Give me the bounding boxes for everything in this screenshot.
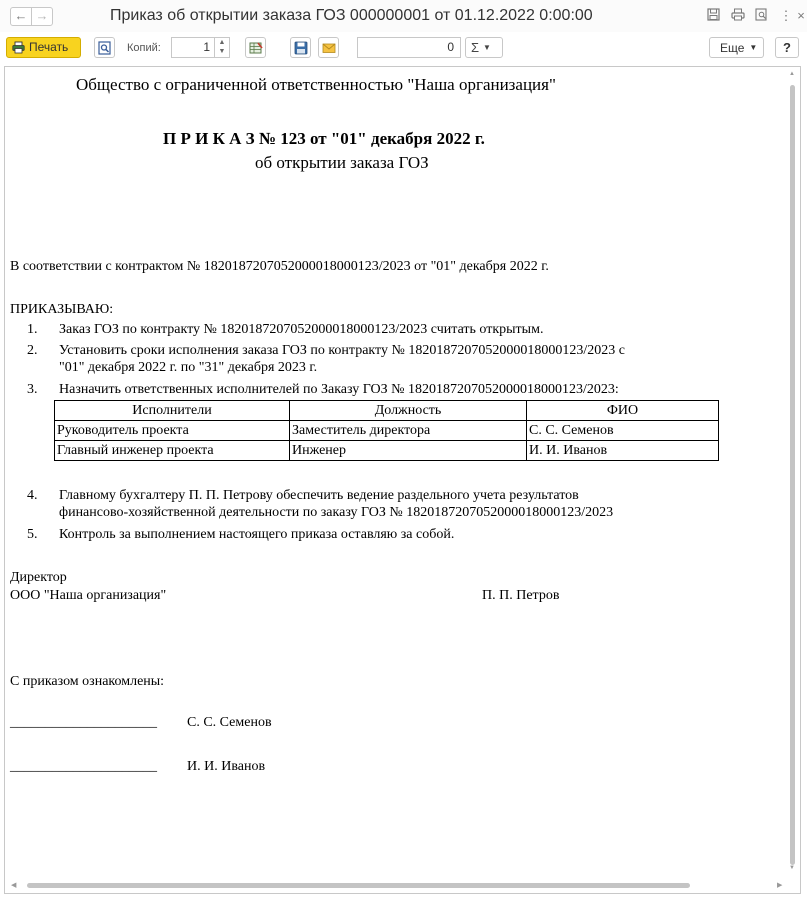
vertical-scroll-thumb[interactable] xyxy=(790,85,795,865)
close-icon: × xyxy=(797,8,805,23)
item-number: 4. xyxy=(27,488,38,503)
window-title: Приказ об открытии заказа ГОЗ 000000001 от 01.12.2022 0:00:00 xyxy=(110,7,593,24)
scroll-up-icon[interactable]: ▲ xyxy=(789,71,795,77)
item-text: Назначить ответственных исполнителей по Заказу ГОЗ № 1820187207052000018000123/2023: xyxy=(59,382,619,397)
back-arrow-icon: ← xyxy=(14,8,28,23)
preview-window-button[interactable] xyxy=(755,8,771,24)
scroll-down-icon[interactable]: ▼ xyxy=(789,865,795,871)
table-cell: С. С. Семенов xyxy=(527,421,719,441)
print-button-label: Печать xyxy=(29,40,69,54)
more-button[interactable] xyxy=(709,37,764,58)
save-window-button[interactable] xyxy=(707,8,723,24)
table-row xyxy=(55,441,719,461)
acquainted-label: С приказом ознакомлены: xyxy=(10,674,165,689)
kebab-icon: ⋮ xyxy=(779,8,793,23)
order-title: П Р И К А З № 123 от "01" декабря 2022 г. xyxy=(163,129,485,148)
column-header: Должность xyxy=(290,401,527,421)
scroll-left-icon[interactable]: ◀ xyxy=(11,882,17,889)
preview-button[interactable] xyxy=(94,37,115,58)
edit-mode-button[interactable] xyxy=(245,37,266,58)
item-text: Главному бухгалтеру П. П. Петрову обеспечить ведение раздельного учета результатов xyxy=(59,488,579,503)
more-menu-button[interactable] xyxy=(778,8,794,24)
table-cell: Заместитель директора xyxy=(290,421,527,441)
table-cell: Инженер xyxy=(290,441,527,461)
order-word: ПРИКАЗЫВАЮ: xyxy=(10,302,114,317)
scroll-right-icon[interactable]: ▶ xyxy=(777,882,783,889)
column-header: ФИО xyxy=(527,401,719,421)
table-cell: Главный инженер проекта xyxy=(55,441,290,461)
print-button[interactable] xyxy=(6,37,81,58)
item-number: 1. xyxy=(27,322,38,337)
table-cell: Руководитель проекта xyxy=(55,421,290,441)
acquainted-name: И. И. Иванов xyxy=(187,759,266,774)
toolbar xyxy=(0,32,807,62)
item-text: "01" декабря 2022 г. по "31" декабря 2023 г. xyxy=(59,360,318,375)
floppy-icon xyxy=(294,41,308,55)
save-button[interactable] xyxy=(290,37,311,58)
copies-label: Копий: xyxy=(127,42,161,54)
chevron-down-icon: ▼ xyxy=(483,43,491,52)
item-number: 5. xyxy=(27,527,38,542)
title-bar xyxy=(0,0,807,32)
forward-button[interactable] xyxy=(31,7,53,26)
close-button[interactable] xyxy=(793,8,807,24)
signature-line: _____________________ xyxy=(10,759,157,774)
item-text: Заказ ГОЗ по контракту № 1820187207052000018000123/2023 считать открытым. xyxy=(59,322,544,337)
more-button-label: Еще xyxy=(720,41,745,55)
table-cell: И. И. Иванов xyxy=(527,441,719,461)
organization-name: Общество с ограниченной ответственностью "Наша организация" xyxy=(76,75,556,94)
stepper-up-icon[interactable]: ▲ xyxy=(218,39,226,46)
stepper-down-icon[interactable]: ▼ xyxy=(218,48,226,55)
item-number: 2. xyxy=(27,343,38,358)
item-number: 3. xyxy=(27,382,38,397)
floppy-icon xyxy=(707,8,720,21)
printer-icon xyxy=(12,41,25,54)
spreadsheet-document[interactable] xyxy=(5,67,785,877)
printer-icon xyxy=(731,8,745,21)
column-header: Исполнители xyxy=(55,401,290,421)
sum-mode-button[interactable] xyxy=(465,37,503,58)
basis-text: В соответствии с контрактом № 1820187207052000018000123/2023 от "01" декабря 2022 г. xyxy=(10,259,549,274)
table-header-row xyxy=(55,401,719,421)
envelope-icon xyxy=(322,41,336,55)
forward-arrow-icon: → xyxy=(35,8,49,23)
print-preview-icon xyxy=(98,41,112,55)
acquainted-name: С. С. Семенов xyxy=(187,715,272,730)
signature-position: Директор xyxy=(10,570,67,585)
sum-field[interactable]: 0 xyxy=(357,37,461,58)
signature-name: П. П. Петров xyxy=(482,588,560,603)
item-text: Контроль за выполнением настоящего приказа оставляю за собой. xyxy=(59,527,455,542)
back-button[interactable] xyxy=(10,7,32,26)
horizontal-scrollbar[interactable] xyxy=(5,879,800,893)
help-button[interactable]: ? xyxy=(775,37,799,58)
document-frame xyxy=(4,66,801,894)
table-edit-icon xyxy=(249,41,263,55)
signature-organization: ООО "Наша организация" xyxy=(10,588,167,603)
send-email-button[interactable] xyxy=(318,37,339,58)
vertical-scrollbar[interactable] xyxy=(786,67,800,879)
sigma-icon: Σ xyxy=(471,40,480,55)
item-text: Установить сроки исполнения заказа ГОЗ по контракту № 1820187207052000018000123/2023 с xyxy=(59,343,625,358)
copies-stepper[interactable] xyxy=(214,37,230,58)
executors-table xyxy=(54,400,719,461)
table-row xyxy=(55,421,719,441)
order-subtitle: об открытии заказа ГОЗ xyxy=(255,153,429,172)
signature-line: _____________________ xyxy=(10,715,157,730)
print-window-button[interactable] xyxy=(731,8,747,24)
chevron-down-icon: ▼ xyxy=(749,43,758,52)
copies-input[interactable]: 1 xyxy=(171,37,215,58)
magnifier-page-icon xyxy=(755,8,768,21)
item-text: финансово-хозяйственной деятельности по заказу ГОЗ № 1820187207052000018000123/2023 xyxy=(59,505,614,520)
horizontal-scroll-thumb[interactable] xyxy=(27,883,690,888)
